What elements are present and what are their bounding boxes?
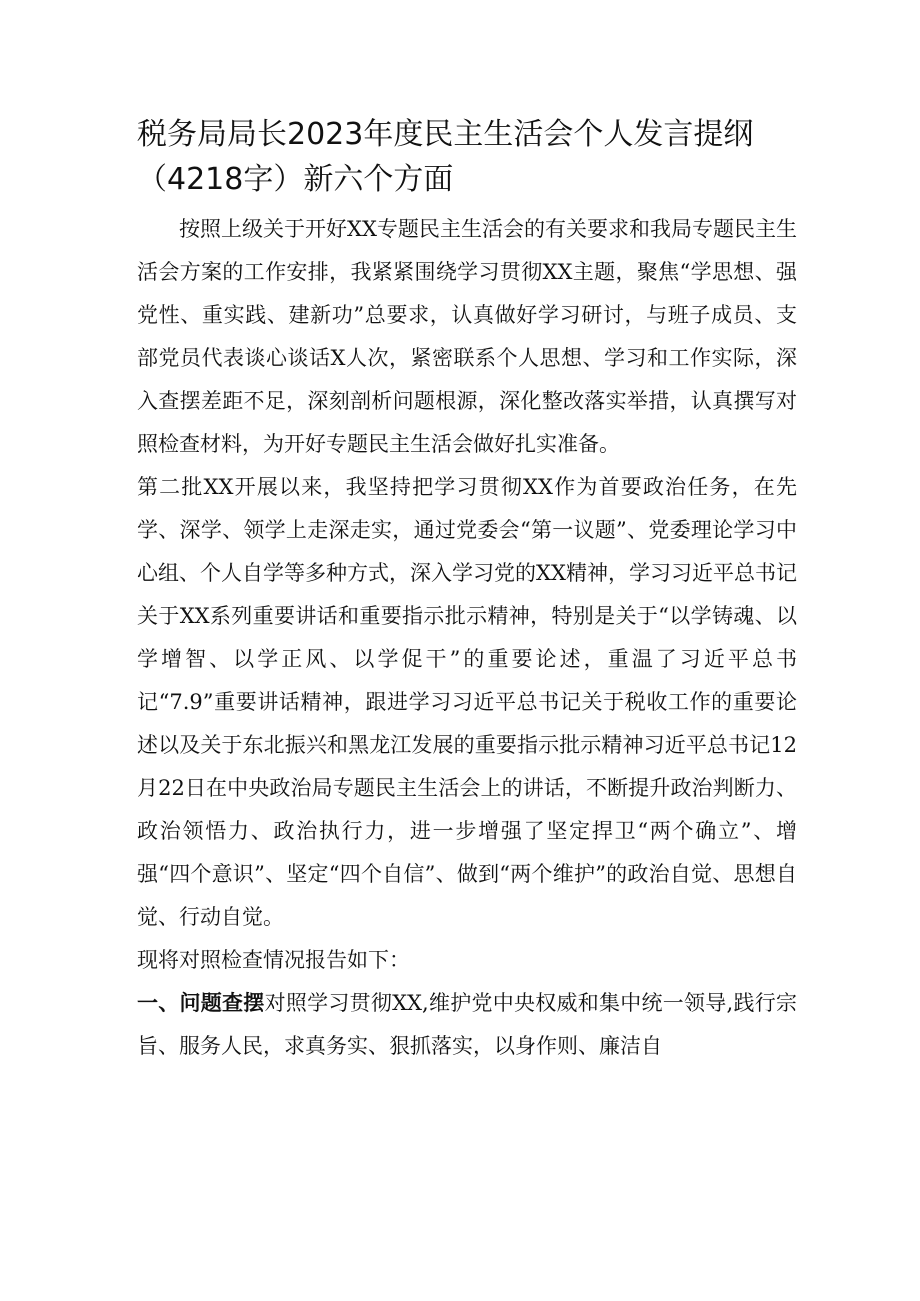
- section-text: 对照学习贯彻XX,维护党中央权威和集中统一领导,践行宗旨、服务人民，求真务实、狠抓落实，以身作则、廉洁自: [137, 991, 798, 1058]
- report-intro-paragraph: 现将对照检查情况报告如下：: [137, 948, 410, 972]
- intro-paragraph: 按照上级关于开好XX专题民主生活会的有关要求和我局专题民主生活会方案的工作安排，我紧紧围绕学习贯彻XX主题，聚焦“学思想、强党性、重实践、建新功”总要求，认真做好学习研讨，与班子成员、支部党员代表谈心谈话X人次，紧密联系个人思想、学习和工作实际，深入查摆差距不足，深刻剖析问题根源，深化整改落实举措，认真撰写对照检查材料，为开好专题民主生活会做好扎实准备。: [137, 217, 797, 456]
- problem-section-paragraph: [137, 982, 797, 1068]
- document-body: [137, 208, 797, 1068]
- section-heading: 一、问题查摆: [137, 991, 265, 1015]
- study-paragraph: 第二批XX开展以来，我坚持把学习贯彻XX作为首要政治任务，在先学、深学、领学上走深走实，通过党委会“第一议题”、党委理论学习中心组、个人自学等多种方式，深入学习党的XX精神，学习习近平总书记关于XX系列重要讲话和重要指示批示精神，特别是关于“以学铸魂、以学增智、以学正风、以学促干”的重要论述，重温了习近平总书记“7.9”重要讲话精神，跟进学习习近平总书记关于税收工作的重要论述以及关于东北振兴和黑龙江发展的重要指示批示精神习近平总书记12月22日在中央政治局专题民主生活会上的讲话，不断提升政治判断力、政治领悟力、政治执行力，进一步增强了坚定捍卫“两个确立”、增强“四个意识”、坚定“四个自信”、做到“两个维护”的政治自觉、思想自觉、行动自觉。: [137, 475, 797, 929]
- document-title: 税务局局长2023年度民主生活会个人发言提纲（4218字）新六个方面: [137, 117, 754, 197]
